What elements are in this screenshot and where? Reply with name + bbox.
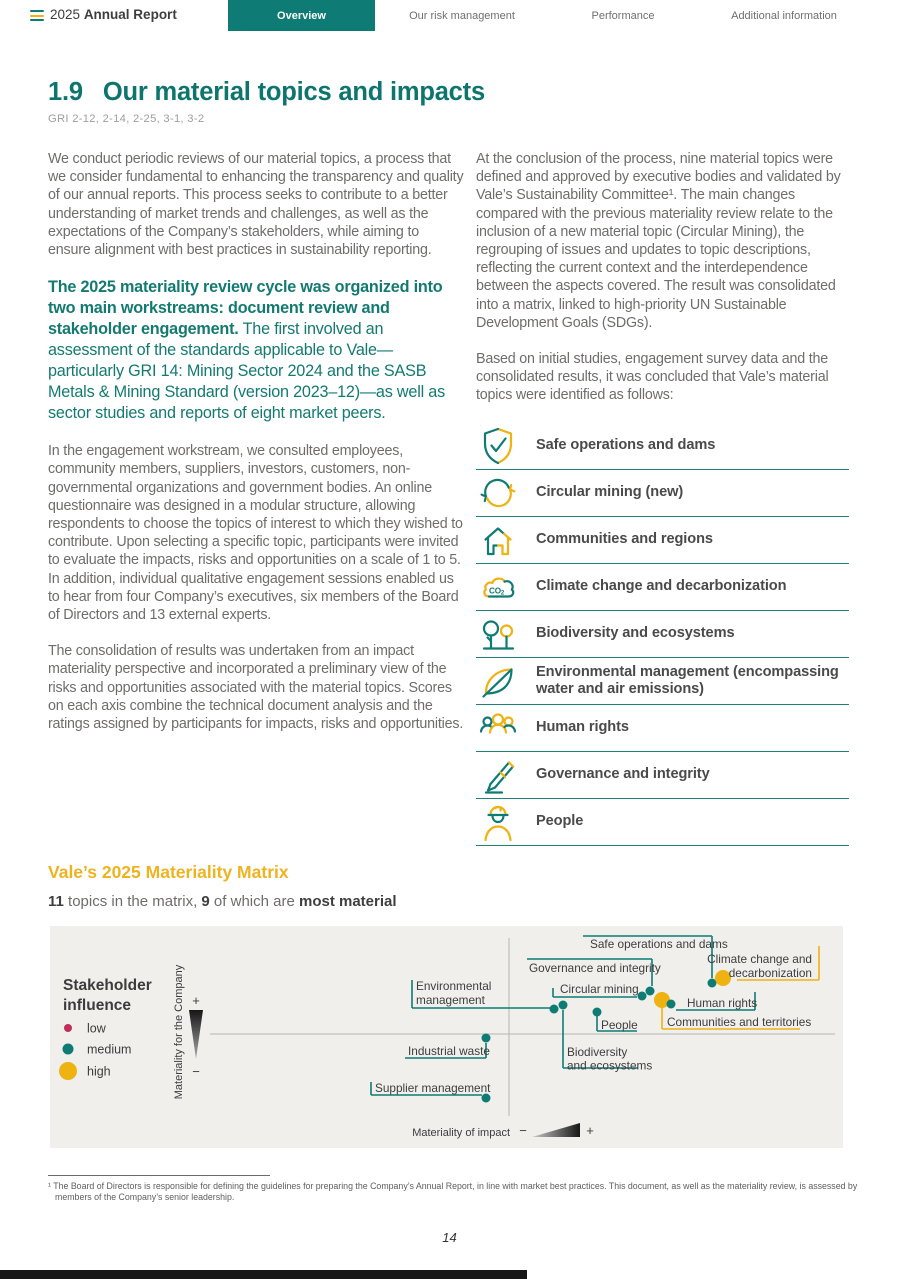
paragraph: Based on initial studies, engagement survey data and the consolidated results, it was concluded that Vale’s material topics were identified as follows: (476, 351, 829, 404)
svg-text:Industrial waste: Industrial waste (408, 1044, 490, 1058)
matrix-subtitle-run: of which are (209, 893, 299, 910)
highlight-rest: The first involved an assessment of the standards applicable to Vale—particularly GRI 14: Mining Sector 2024 and the SASB Metals & Mining Standard (version 2023–12)—as well as sector studies and reports of eight market peers. (48, 320, 445, 423)
topic-label: Safe operations and dams (536, 437, 716, 454)
hamburger-icon[interactable] (30, 10, 44, 21)
svg-text:+: + (192, 993, 200, 1008)
tab-our-risk-management[interactable]: Our risk management (409, 9, 515, 22)
footnote-divider (48, 1175, 270, 1176)
svg-text:high: high (87, 1064, 111, 1079)
topic-label: Environmental management (encompassing water and air emissions) (536, 663, 839, 697)
left-column (48, 150, 465, 751)
svg-text:Materiality for the Company: Materiality for the Company (173, 964, 185, 1100)
topic-row (476, 611, 849, 658)
svg-text:+: + (586, 1123, 594, 1138)
topic-label: Governance and integrity (536, 766, 710, 783)
paragraph: In the engagement workstream, we consulted employees, community members, suppliers, investors, customers, non-governmental organizations and government bodies. An online questionnaire was designed in a modular structure, allowing respondents to choose the topics of interest to which they wished to contribute. Upon selecting a specific topic, participants were invited to evaluate the impacts, risks and opportunities on a scale of 1 to 5. In addition, individual qualitative engagement sessions enabled us to hear from four Company’s executives, six members of the Board of Directors and 13 external experts. (48, 443, 463, 624)
tab-performance[interactable]: Performance (591, 9, 655, 22)
section-heading (48, 78, 485, 107)
svg-text:Biodiversity: Biodiversity (567, 1045, 628, 1059)
matrix-title: Vale’s 2025 Materiality Matrix (48, 862, 289, 882)
topic-row (476, 564, 849, 611)
shield-check-icon (476, 424, 520, 468)
matrix-subtitle-run: 11 (48, 893, 64, 910)
topic-label: Climate change and decarbonization (536, 578, 787, 595)
svg-text:Governance and integrity: Governance and integrity (529, 961, 661, 975)
top-navigation (0, 0, 899, 31)
section-title: Our material topics and impacts (102, 78, 485, 106)
topic-label: Communities and regions (536, 531, 713, 548)
topic-row (476, 517, 849, 564)
topic-label: People (536, 813, 584, 830)
svg-text:Stakeholder: Stakeholder (63, 977, 152, 994)
materiality-matrix-chart (50, 926, 843, 1148)
svg-text:−: − (192, 1064, 200, 1079)
svg-text:Human rights: Human rights (687, 996, 758, 1010)
section-number: 1.9 (48, 78, 83, 106)
topic-label: Human rights (536, 719, 629, 736)
leaf-icon (476, 659, 520, 703)
gri-reference: GRI 2-12, 2-14, 2-25, 3-1, 3-2 (48, 113, 205, 125)
people-group-icon (476, 706, 520, 750)
svg-text:medium: medium (87, 1042, 132, 1057)
paragraph: At the conclusion of the process, nine material topics were defined and approved by executive bodies and validated by Vale’s Sustainability Committee¹. The main changes compared with the previous materiality review relate to the inclusion of a new material topic (Circular Mining), the regrouping of issues and updates to topic descriptions, reflecting the current context and the interdependence between the aspects covered. The result was consolidated into a matrix, linked to high-priority UN Sustainable Development Goals (SDGs). (476, 151, 841, 331)
svg-text:Supplier management: Supplier management (375, 1081, 491, 1095)
svg-text:management: management (416, 993, 485, 1007)
co2-cloud-icon (476, 565, 520, 609)
report-year: 2025 (50, 7, 81, 22)
page-number: 14 (442, 1230, 457, 1245)
paragraph-highlight (48, 277, 465, 424)
trees-icon (476, 612, 520, 656)
svg-text:decarbonization: decarbonization (728, 966, 812, 980)
svg-text:Safe operations and dams: Safe operations and dams (590, 937, 728, 951)
svg-text:Circular mining: Circular mining (560, 982, 639, 996)
paragraph: We conduct periodic reviews of our material topics, a process that we consider fundamental to enhancing the transparency and quality of our annual reports. This process seeks to contribute to a better understanding of market trends and challenges, as well as the expectations of the Company’s stakeholders, while aiming to ensure alignment with best practices in sustainability reporting. (48, 151, 464, 259)
worker-icon (476, 800, 520, 844)
topic-label: Circular mining (new) (536, 484, 684, 501)
report-title-bold: Annual Report (83, 7, 177, 22)
svg-text:low: low (87, 1021, 106, 1036)
matrix-subtitle-run: most material (298, 893, 397, 910)
footnote-text: ¹ The Board of Directors is responsible for defining the guidelines for preparing the Company’s Annual Report, in line with market best practices. This document, as well as the materiality review, is assessed by members of the Company’s senior leadership. (48, 1181, 858, 1202)
svg-text:CO2: CO2 (489, 586, 505, 597)
svg-text:−: − (519, 1123, 527, 1138)
matrix-subtitle (48, 893, 397, 910)
svg-text:Environmental: Environmental (416, 979, 492, 993)
report-title (50, 7, 177, 22)
topic-row (476, 799, 849, 846)
pen-icon (476, 753, 520, 797)
circular-arrows-icon (476, 471, 520, 515)
svg-text:and ecosystems: and ecosystems (567, 1058, 653, 1073)
svg-text:Materiality of impact: Materiality of impact (412, 1127, 510, 1139)
matrix-subtitle-run: topics in the matrix, (63, 893, 202, 910)
tab-additional-information[interactable]: Additional information (731, 9, 837, 22)
tab-overview[interactable]: Overview (228, 0, 375, 31)
svg-text:Climate change and: Climate change and (707, 952, 812, 966)
topic-row (476, 705, 849, 752)
matrix-subtitle-run: 9 (201, 893, 210, 910)
material-topics-list (476, 423, 849, 846)
house-icon (476, 518, 520, 562)
topic-row (476, 470, 849, 517)
bottom-page-edge (0, 1270, 527, 1279)
topic-row (476, 752, 849, 799)
topic-row (476, 423, 849, 470)
paragraph: The consolidation of results was undertaken from an impact materiality perspective and incorporated a preliminary view of the risks and opportunities associated with the material topics. Scores on each axis combine the technical document analysis and the ratings assigned by participants for impacts, risks and opportunities. (48, 643, 464, 733)
materiality-matrix-svg (50, 926, 843, 1148)
svg-text:influence: influence (63, 997, 132, 1014)
right-column (476, 150, 849, 846)
highlight-bold: The 2025 materiality review cycle was organized into two main workstreams: document review and stakeholder engagement. (48, 278, 443, 339)
svg-text:Communities and territories: Communities and territories (667, 1015, 812, 1029)
topic-label: Biodiversity and ecosystems (536, 625, 735, 642)
svg-text:People: People (601, 1018, 638, 1032)
topic-row (476, 658, 849, 705)
